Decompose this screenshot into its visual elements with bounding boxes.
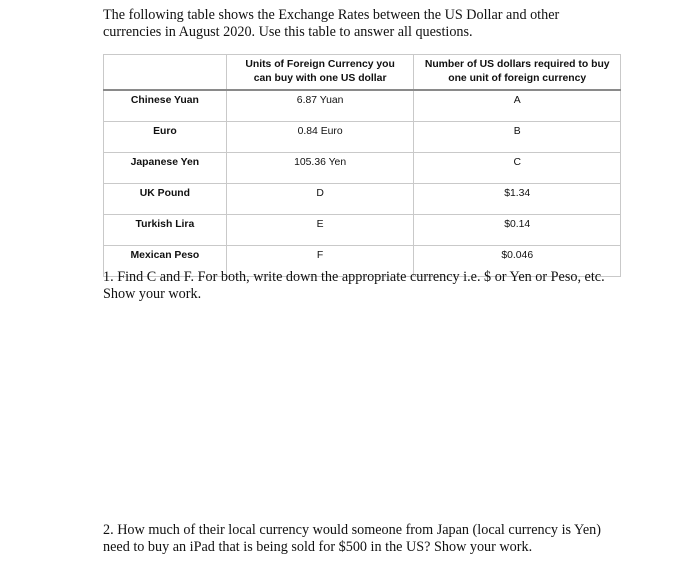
currency-name: Mexican Peso: [104, 246, 227, 277]
header-dollars-line-1: Number of US dollars required to buy: [424, 59, 610, 70]
units-per-dollar: E: [226, 215, 414, 246]
header-units-line-2: can buy with one US dollar: [253, 73, 387, 84]
units-per-dollar: D: [226, 184, 414, 215]
question-1-line-2: Show your work.: [103, 286, 202, 302]
dollars-per-unit: A: [414, 90, 621, 122]
currency-name: Chinese Yuan: [104, 90, 227, 122]
header-dollars-per-unit: [414, 55, 621, 91]
table-row: [104, 90, 621, 122]
dollars-per-unit: B: [414, 122, 621, 153]
intro-line-2: currencies in August 2020. Use this table to answer all questions.: [103, 24, 473, 40]
table-row: [104, 153, 621, 184]
units-per-dollar: 105.36 Yen: [226, 153, 414, 184]
intro-line-1: The following table shows the Exchange Rates between the US Dollar and other: [103, 7, 560, 23]
dollars-per-unit: $0.046: [414, 246, 621, 277]
table-header-row: [104, 55, 621, 91]
currency-name: Japanese Yen: [104, 153, 227, 184]
currency-name: Turkish Lira: [104, 215, 227, 246]
question-1: [103, 269, 663, 303]
header-currency: [104, 55, 227, 91]
header-units-line-1: Units of Foreign Currency you: [245, 59, 395, 70]
table-row: [104, 184, 621, 215]
units-per-dollar: 6.87 Yuan: [226, 90, 414, 122]
question-2: [103, 522, 663, 556]
units-per-dollar: F: [226, 246, 414, 277]
dollars-per-unit: C: [414, 153, 621, 184]
dollars-per-unit: $1.34: [414, 184, 621, 215]
dollars-per-unit: $0.14: [414, 215, 621, 246]
intro-paragraph: [103, 7, 663, 41]
header-units-per-dollar: [226, 55, 414, 91]
units-per-dollar: 0.84 Euro: [226, 122, 414, 153]
table-row: [104, 215, 621, 246]
currency-name: UK Pound: [104, 184, 227, 215]
header-dollars-line-2: one unit of foreign currency: [448, 73, 587, 84]
question-1-line-1: 1. Find C and F. For both, write down the appropriate currency i.e. $ or Yen or Peso, etc.: [103, 269, 605, 285]
exchange-rate-table: [103, 54, 621, 277]
currency-name: Euro: [104, 122, 227, 153]
question-2-line-1: 2. How much of their local currency would someone from Japan (local currency is Yen): [103, 522, 601, 538]
question-2-line-2: need to buy an iPad that is being sold for $500 in the US? Show your work.: [103, 539, 533, 555]
table-row: [104, 122, 621, 153]
